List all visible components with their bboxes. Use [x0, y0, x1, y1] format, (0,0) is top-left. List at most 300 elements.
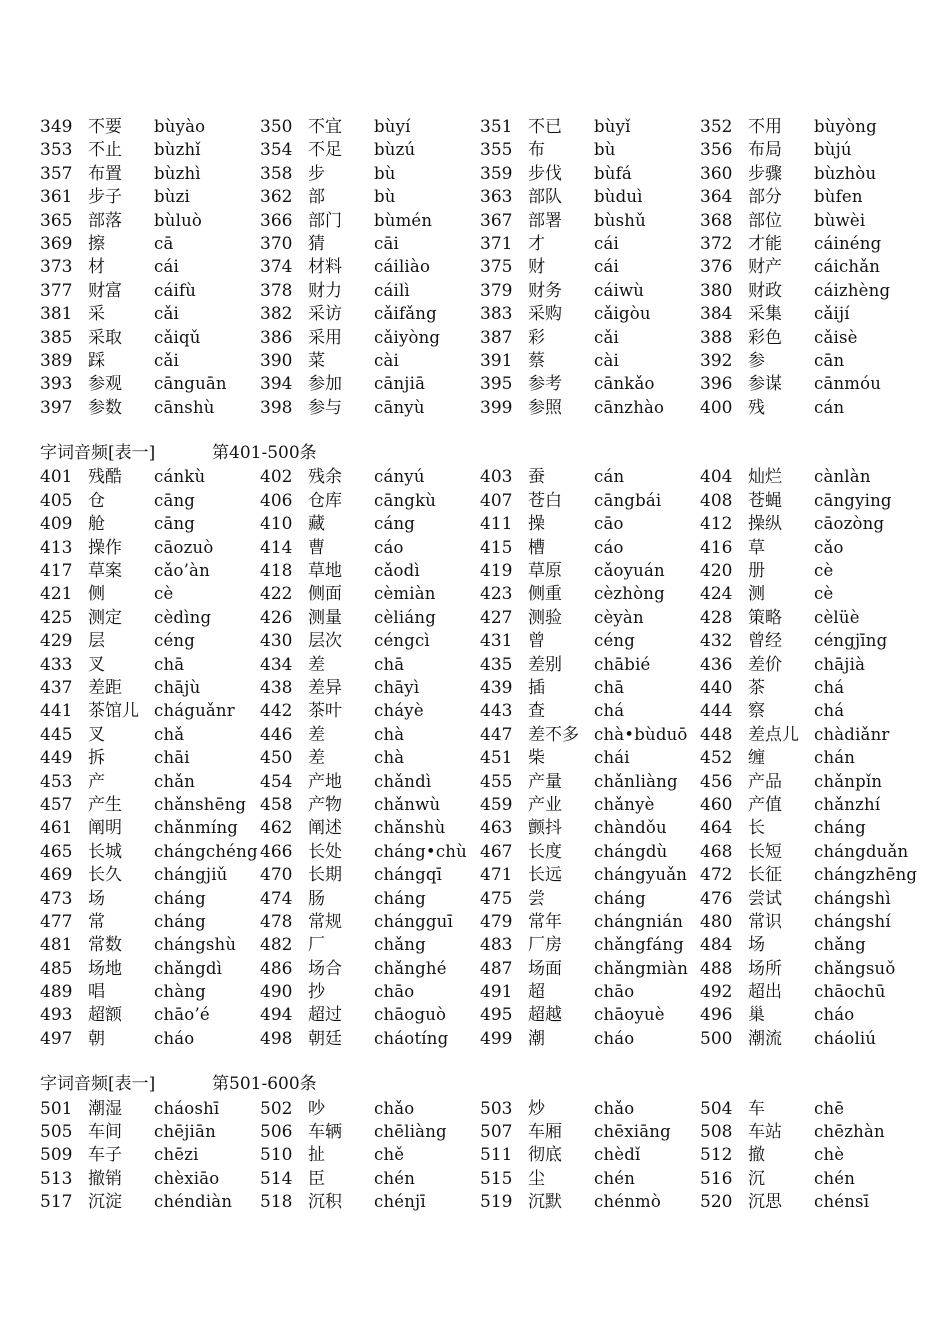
- entry-number: 350: [260, 117, 293, 137]
- word-entry: [480, 232, 700, 256]
- entry-number: 502: [260, 1098, 293, 1119]
- entry-word: 残余: [308, 467, 342, 488]
- entry-word: 测量: [308, 607, 342, 628]
- word-entry: [260, 606, 480, 630]
- entry-word: 才: [528, 233, 545, 254]
- entry-word: 参与: [308, 397, 342, 418]
- entry-word: 差异: [308, 677, 342, 698]
- word-entry: [700, 326, 920, 350]
- entry-pinyin: chǎ: [154, 724, 185, 744]
- entry-word: 曾经: [748, 631, 782, 652]
- entry-number: 400: [700, 397, 733, 418]
- word-entry: [260, 559, 480, 583]
- word-entry: [480, 489, 700, 513]
- entry-number: 391: [480, 350, 513, 371]
- entry-pinyin: chǎngsuǒ: [814, 958, 896, 978]
- entry-word: 草原: [528, 561, 562, 582]
- word-entry: [700, 1097, 920, 1121]
- table-row: [40, 699, 920, 722]
- word-entry: [260, 816, 480, 840]
- word-entry: [40, 1120, 260, 1144]
- entry-number: 515: [480, 1168, 513, 1189]
- word-entry: [260, 115, 480, 139]
- word-entry: [260, 279, 480, 303]
- word-entry: [700, 185, 920, 209]
- entry-word: 柴: [528, 748, 545, 769]
- word-entry: [480, 676, 700, 700]
- entry-number: 511: [480, 1145, 513, 1166]
- entry-word: 沉淀: [88, 1192, 122, 1213]
- entry-pinyin: chā: [374, 654, 405, 674]
- word-entry: [260, 1143, 480, 1167]
- entry-pinyin: chǎndì: [374, 771, 432, 791]
- entry-word: 臣: [308, 1168, 325, 1189]
- entry-pinyin: bùduì: [594, 187, 643, 207]
- entry-pinyin: cāng: [154, 490, 196, 510]
- entry-word: 场面: [528, 958, 562, 979]
- entry-pinyin: cányú: [374, 467, 425, 487]
- table-row: [40, 302, 920, 325]
- entry-word: 超额: [88, 1005, 122, 1026]
- word-entry: [700, 816, 920, 840]
- entry-pinyin: chá: [594, 701, 625, 721]
- entry-word: 蚕: [528, 467, 545, 488]
- entry-number: 516: [700, 1168, 733, 1189]
- entry-pinyin: cān: [814, 350, 845, 370]
- entry-pinyin: chángnián: [594, 911, 684, 931]
- entry-word: 部队: [528, 187, 562, 208]
- entry-word: 踩: [88, 350, 105, 371]
- entry-number: 357: [40, 163, 73, 184]
- entry-number: 486: [260, 958, 293, 979]
- entry-word: 不宜: [308, 117, 342, 137]
- word-entry: [700, 279, 920, 303]
- entry-pinyin: chě: [374, 1145, 405, 1165]
- section-range: 第501-600条: [212, 1074, 317, 1095]
- entry-word: 差: [308, 748, 325, 769]
- table-row: [40, 115, 920, 138]
- word-entry: [480, 770, 700, 794]
- entry-number: 506: [260, 1122, 293, 1143]
- word-entry: [480, 863, 700, 887]
- word-entry: [40, 1167, 260, 1191]
- entry-word: 采取: [88, 327, 122, 348]
- word-entry: [40, 653, 260, 677]
- table-row: [40, 910, 920, 933]
- table-row: [40, 793, 920, 816]
- entry-word: 产品: [748, 771, 782, 792]
- entry-word: 部门: [308, 210, 342, 231]
- word-entry: [40, 887, 260, 911]
- table-row: [40, 770, 920, 793]
- entry-word: 车厢: [528, 1122, 562, 1143]
- entry-number: 432: [700, 631, 733, 652]
- word-entry: [40, 770, 260, 794]
- word-entry: [480, 162, 700, 186]
- word-entry: [260, 957, 480, 981]
- entry-pinyin: chángshì: [814, 888, 891, 908]
- entry-word: 常年: [528, 911, 562, 932]
- entry-word: 阐明: [88, 818, 122, 839]
- entry-pinyin: chángchéng: [154, 841, 258, 861]
- entry-pinyin: bùshǔ: [594, 210, 646, 230]
- word-entry: [700, 232, 920, 256]
- entry-word: 长征: [748, 865, 782, 886]
- word-entry: [480, 606, 700, 630]
- entry-number: 497: [40, 1028, 73, 1049]
- table-row: [40, 396, 920, 419]
- entry-word: 曾: [528, 631, 545, 652]
- entry-pinyin: cāo: [594, 514, 624, 534]
- entry-number: 368: [700, 210, 733, 231]
- entry-word: 不用: [748, 117, 782, 137]
- entry-word: 操纵: [748, 514, 782, 535]
- entry-pinyin: cèlüè: [814, 607, 860, 627]
- entry-pinyin: cháoshī: [154, 1098, 220, 1118]
- entry-number: 517: [40, 1192, 73, 1213]
- entry-word: 舱: [88, 514, 105, 535]
- entry-word: 长城: [88, 841, 122, 862]
- word-entry: [40, 536, 260, 560]
- entry-number: 404: [700, 467, 733, 488]
- entry-number: 407: [480, 490, 513, 511]
- entry-word: 差: [308, 724, 325, 745]
- entry-number: 399: [480, 397, 513, 418]
- entry-number: 491: [480, 982, 513, 1003]
- entry-pinyin: cānguān: [154, 374, 227, 394]
- entry-pinyin: chǎnmíng: [154, 818, 239, 838]
- entry-number: 359: [480, 163, 513, 184]
- word-entry: [480, 840, 700, 864]
- section-title: 字词音频[表一]: [40, 443, 156, 464]
- entry-number: 462: [260, 818, 293, 839]
- word-entry: [480, 1120, 700, 1144]
- word-entry: [40, 115, 260, 139]
- entry-pinyin: chāyì: [374, 677, 420, 697]
- word-entry: [480, 326, 700, 350]
- entry-number: 445: [40, 724, 73, 745]
- entry-number: 434: [260, 654, 293, 675]
- entry-number: 438: [260, 677, 293, 698]
- entry-pinyin: cǎi: [154, 350, 179, 370]
- word-entry: [260, 138, 480, 162]
- entry-pinyin: chénsī: [814, 1192, 870, 1212]
- entry-word: 车间: [88, 1122, 122, 1143]
- entry-number: 384: [700, 304, 733, 325]
- entry-pinyin: chángdù: [594, 841, 668, 861]
- word-entry: [40, 723, 260, 747]
- entry-word: 车辆: [308, 1122, 342, 1143]
- word-entry: [260, 1120, 480, 1144]
- entry-word: 侧: [88, 584, 105, 605]
- entry-word: 沉默: [528, 1192, 562, 1213]
- word-entry: [480, 1190, 700, 1214]
- entry-word: 尘: [528, 1168, 545, 1189]
- word-entry: [700, 559, 920, 583]
- word-entry: [480, 349, 700, 373]
- entry-pinyin: chái: [594, 748, 630, 768]
- entry-number: 503: [480, 1098, 513, 1119]
- word-entry: [260, 676, 480, 700]
- entry-number: 426: [260, 607, 293, 628]
- table-row: [40, 232, 920, 255]
- word-entry: [260, 255, 480, 279]
- entry-number: 373: [40, 257, 73, 278]
- table-row: [40, 653, 920, 676]
- entry-pinyin: cèyàn: [594, 607, 644, 627]
- entry-number: 472: [700, 865, 733, 886]
- table-row: [40, 372, 920, 395]
- entry-number: 353: [40, 140, 73, 161]
- word-entry: [480, 372, 700, 396]
- entry-number: 492: [700, 982, 733, 1003]
- entry-word: 长处: [308, 841, 342, 862]
- table-row: [40, 1003, 920, 1026]
- entry-number: 420: [700, 561, 733, 582]
- entry-pinyin: cháo: [154, 1028, 195, 1048]
- word-entry: [700, 115, 920, 139]
- entry-number: 369: [40, 233, 73, 254]
- entry-pinyin: cáichǎn: [814, 257, 881, 277]
- entry-number: 396: [700, 374, 733, 395]
- entry-word: 阐述: [308, 818, 342, 839]
- entry-number: 480: [700, 911, 733, 932]
- table-row: [40, 209, 920, 232]
- entry-word: 参观: [88, 374, 122, 395]
- entry-pinyin: cāi: [374, 233, 399, 253]
- entry-number: 496: [700, 1005, 733, 1026]
- word-entry: [700, 957, 920, 981]
- entry-number: 416: [700, 537, 733, 558]
- word-entry: [40, 326, 260, 350]
- entry-word: 菜: [308, 350, 325, 371]
- entry-number: 401: [40, 467, 73, 488]
- entry-pinyin: cáinéng: [814, 233, 882, 253]
- entry-pinyin: chǎnzhí: [814, 794, 881, 814]
- word-entry: [40, 372, 260, 396]
- entry-pinyin: cǎigòu: [594, 304, 651, 324]
- entry-pinyin: bùyào: [154, 117, 206, 136]
- table-row: [40, 1097, 920, 1120]
- entry-pinyin: bùzhòu: [814, 163, 877, 183]
- word-entry: [480, 699, 700, 723]
- entry-pinyin: chǎngmiàn: [594, 958, 689, 978]
- entry-word: 不足: [308, 140, 342, 161]
- word-entry: [260, 1097, 480, 1121]
- entry-word: 产地: [308, 771, 342, 792]
- entry-number: 371: [480, 233, 513, 254]
- entry-word: 察: [748, 701, 765, 722]
- entry-pinyin: chājià: [814, 654, 866, 674]
- entry-number: 508: [700, 1122, 733, 1143]
- entry-number: 474: [260, 888, 293, 909]
- word-entry: [480, 582, 700, 606]
- entry-number: 451: [480, 748, 513, 769]
- entry-number: 362: [260, 187, 293, 208]
- word-entry: [700, 699, 920, 723]
- word-entry: [40, 933, 260, 957]
- entry-word: 参谋: [748, 374, 782, 395]
- entry-word: 朝: [88, 1028, 105, 1049]
- entry-word: 彻底: [528, 1145, 562, 1166]
- entry-number: 484: [700, 935, 733, 956]
- entry-pinyin: chāoguò: [374, 1005, 447, 1025]
- entry-word: 产生: [88, 794, 122, 815]
- entry-pinyin: cè: [814, 561, 834, 581]
- word-entry: [480, 209, 700, 233]
- entry-number: 351: [480, 117, 513, 137]
- entry-pinyin: cānmóu: [814, 374, 882, 394]
- entry-word: 采购: [528, 304, 562, 325]
- entry-pinyin: chángduǎn: [814, 841, 909, 861]
- table-row: [40, 840, 920, 863]
- entry-word: 超出: [748, 982, 782, 1003]
- word-entry: [40, 1143, 260, 1167]
- word-entry: [700, 1167, 920, 1191]
- entry-word: 操作: [88, 537, 122, 558]
- entry-word: 差价: [748, 654, 782, 675]
- word-entry: [480, 115, 700, 139]
- table-row: [40, 933, 920, 956]
- entry-word: 超越: [528, 1005, 562, 1026]
- entry-number: 507: [480, 1122, 513, 1143]
- entry-pinyin: chǎo: [374, 1098, 415, 1118]
- entry-word: 肠: [308, 888, 325, 909]
- entry-pinyin: cháyè: [374, 701, 424, 721]
- word-entry: [40, 138, 260, 162]
- entry-pinyin: cāng: [154, 514, 196, 534]
- entry-word: 产量: [528, 771, 562, 792]
- entry-pinyin: cáo: [374, 537, 404, 557]
- entry-pinyin: chǎng: [374, 935, 426, 955]
- entry-pinyin: bùzi: [154, 187, 190, 207]
- word-entry: [40, 279, 260, 303]
- entry-word: 层次: [308, 631, 342, 652]
- entry-pinyin: cǎodì: [374, 561, 420, 581]
- entry-word: 部位: [748, 210, 782, 231]
- entry-word: 步伐: [528, 163, 562, 184]
- word-entry: [40, 699, 260, 723]
- entry-word: 财产: [748, 257, 782, 278]
- entry-number: 519: [480, 1192, 513, 1213]
- entry-word: 仓库: [308, 490, 342, 511]
- entry-number: 367: [480, 210, 513, 231]
- entry-word: 步子: [88, 187, 122, 208]
- entry-word: 苍蝇: [748, 490, 782, 511]
- entry-number: 450: [260, 748, 293, 769]
- table-row: [40, 1120, 920, 1143]
- entry-word: 炒: [528, 1098, 545, 1119]
- table-row: [40, 162, 920, 185]
- word-entry: [700, 863, 920, 887]
- entry-number: 378: [260, 280, 293, 301]
- entry-pinyin: chāochū: [814, 982, 886, 1002]
- word-entry: [260, 209, 480, 233]
- entry-word: 擦: [88, 233, 105, 254]
- entry-number: 422: [260, 584, 293, 605]
- table-row: [40, 629, 920, 652]
- entry-word: 茶馆儿: [88, 701, 139, 722]
- entry-word: 沉: [748, 1168, 765, 1189]
- entry-number: 402: [260, 467, 293, 488]
- entry-pinyin: cháo: [814, 1005, 855, 1025]
- entry-word: 参数: [88, 397, 122, 418]
- entry-number: 446: [260, 724, 293, 745]
- entry-word: 查: [528, 701, 545, 722]
- entry-pinyin: chángguī: [374, 911, 453, 931]
- entry-pinyin: cèliáng: [374, 607, 436, 627]
- entry-pinyin: cānshù: [154, 397, 215, 417]
- word-entry: [700, 723, 920, 747]
- entry-pinyin: chángzhēng: [814, 865, 918, 885]
- table-row: [40, 957, 920, 980]
- entry-pinyin: bùwèi: [814, 210, 866, 230]
- entry-word: 财: [528, 257, 545, 278]
- entry-number: 382: [260, 304, 293, 325]
- entry-number: 467: [480, 841, 513, 862]
- entry-pinyin: chángshí: [814, 911, 891, 931]
- entry-number: 461: [40, 818, 73, 839]
- word-entry: [480, 255, 700, 279]
- word-list-section: [40, 115, 920, 419]
- entry-number: 487: [480, 958, 513, 979]
- word-entry: [480, 653, 700, 677]
- entry-word: 朝廷: [308, 1028, 342, 1049]
- entry-word: 采: [88, 304, 105, 325]
- word-entry: [700, 629, 920, 653]
- entry-word: 财富: [88, 280, 122, 301]
- entry-pinyin: chà: [374, 724, 405, 744]
- entry-word: 草: [748, 537, 765, 558]
- entry-pinyin: cè: [154, 584, 174, 604]
- entry-number: 413: [40, 537, 73, 558]
- entry-number: 406: [260, 490, 293, 511]
- entry-pinyin: cǎi: [154, 304, 179, 324]
- entry-number: 460: [700, 794, 733, 815]
- entry-pinyin: bùyǐ: [594, 117, 631, 136]
- entry-number: 387: [480, 327, 513, 348]
- table-row: [40, 138, 920, 161]
- entry-pinyin: chāo: [594, 982, 635, 1002]
- entry-word: 常数: [88, 935, 122, 956]
- entry-pinyin: bù: [374, 163, 396, 183]
- word-entry: [260, 185, 480, 209]
- entry-pinyin: cāozuò: [154, 537, 214, 557]
- entry-pinyin: cànlàn: [814, 467, 871, 487]
- word-entry: [40, 512, 260, 536]
- entry-number: 473: [40, 888, 73, 909]
- entry-word: 彩色: [748, 327, 782, 348]
- entry-pinyin: chǎng: [814, 935, 866, 955]
- entry-word: 布: [528, 140, 545, 161]
- entry-word: 场: [748, 935, 765, 956]
- entry-pinyin: cháguǎnr: [154, 701, 235, 721]
- word-entry: [40, 489, 260, 513]
- entry-pinyin: chá: [814, 677, 845, 697]
- entry-pinyin: cháng: [814, 818, 866, 838]
- entry-number: 389: [40, 350, 73, 371]
- entry-number: 449: [40, 748, 73, 769]
- word-entry: [480, 185, 700, 209]
- word-entry: [260, 699, 480, 723]
- entry-number: 509: [40, 1145, 73, 1166]
- entry-word: 厂房: [528, 935, 562, 956]
- entry-word: 长度: [528, 841, 562, 862]
- entry-pinyin: chǎnwù: [374, 794, 441, 814]
- entry-pinyin: chǎngdì: [154, 958, 223, 978]
- word-entry: [260, 349, 480, 373]
- entry-pinyin: bù: [374, 187, 396, 207]
